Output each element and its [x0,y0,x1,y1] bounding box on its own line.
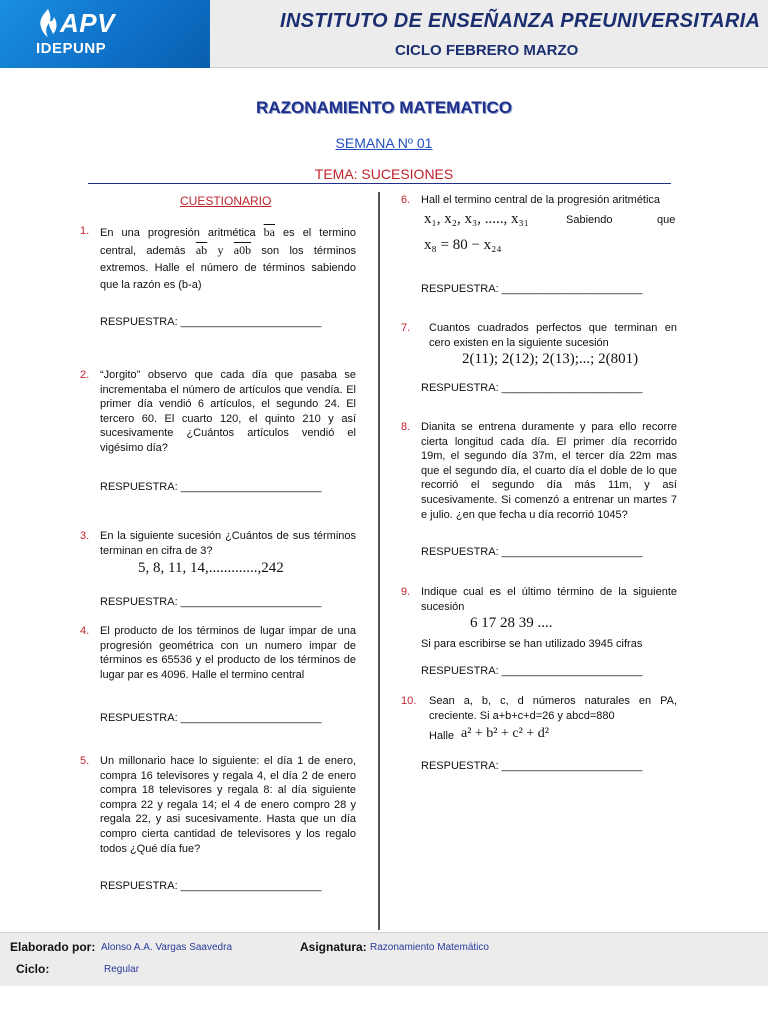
question-text: Hall el termino central de la progresión aritmética [421,194,661,206]
column-divider [378,192,380,930]
question-text: es el termino central, además [100,227,356,257]
sequence-math: 6 17 28 39 .... [470,615,553,631]
condition-math: x₈ = 80 − x₂₄ [424,237,502,253]
question-7 [401,321,677,350]
cycle-value: Regular [104,964,140,975]
answer-line-3: RESPUESTRA: _______________________ [100,596,322,608]
question-text: “Jorgito” observo que cada día que pasaba se incrementaba el número de artículos que vendía. El primer día vendió 6 artículos, el segundo 24. El tercero 60. El cuarto 120, el quinto 210 y así sucesivamente ¿Cuántos artículos vendió el vigésimo día? [100,369,356,454]
answer-line-8: RESPUESTRA: _______________________ [421,546,643,558]
question-number: 3. [80,530,90,542]
halle-text: Halle [429,730,455,742]
question-1 [80,224,357,294]
subject-value: Razonamiento Matemático [370,942,489,953]
question-text: Indique cual es el último término de la siguiente sucesión [421,586,677,613]
math-overline-ab: $\overline{ab}$ [195,243,208,257]
question-9 [401,585,677,614]
subject-label: Asignatura: [300,940,367,954]
question-number: 7. [401,322,411,334]
question-text: Dianita se entrena duramente y para ello recorre cierta longitud cada día. El primer día recorrido 19m, el segundo día 37m, el tercer día 22m mas que el segundo día, el cuarto día el doble de lo que recorrió el segundo día más 11m, y así sucesivamente. Si comenzó a entrenar un martes 7 e julio. ¿en que fecha u día recorrió 1045? [421,421,677,521]
institute-title: INSTITUTO DE ENSEÑANZA PREUNIVERSITARIA [280,10,761,32]
question-number: 10. [401,695,417,707]
author-label: Elaborado por: [10,940,96,954]
question-number: 2. [80,369,90,381]
answer-line-2: RESPUESTRA: _______________________ [100,481,322,493]
question-number: 5. [80,755,90,767]
cycle-title: CICLO FEBRERO MARZO [395,42,579,59]
question-text: El producto de los términos de lugar impar de una progresión geométrica con un numero impar de términos es 65536 y el producto de los términos de lugar par es 4096. Halle el termino central [100,625,356,681]
question-number: 4. [80,625,90,637]
sequence-math: 2(11); 2(12); 2(13);...; 2(801) [462,351,639,367]
question-number: 9. [401,586,411,598]
question-3 [80,529,356,558]
topic-underline [88,183,671,184]
math-y: y [217,243,224,257]
question-4 [80,624,356,682]
sum-squares-math: a² + b² + c² + d² [461,726,549,741]
question-text: son los términos extremos. Halle el número de términos sabiendo que la razón es (b-a) [100,245,357,291]
answer-line-4: RESPUESTRA: _______________________ [100,712,322,724]
answer-line-5: RESPUESTRA: _______________________ [100,880,322,892]
question-number: 1. [80,225,90,237]
question-text: En la siguiente sucesión ¿Cuántos de sus términos terminan en cifra de 3? [100,530,356,557]
question-text: En una progresión aritmética [100,227,256,239]
answer-line-9: RESPUESTRA: _______________________ [421,665,643,677]
logo-idepunp-text: IDEPUNP [36,40,107,57]
question-10 [401,694,677,723]
header-banner [0,0,768,68]
cycle-label: Ciclo: [16,962,50,976]
question-6 [401,193,677,208]
question-9-extra: Si para escribirse se han utilizado 3945 cifras [421,638,643,650]
footer-bar [0,932,768,986]
question-number: 8. [401,421,411,433]
week-label: SEMANA Nº 01 [335,135,433,151]
answer-line-7: RESPUESTRA: _______________________ [421,382,643,394]
sabiendo-text: Sabiendo [566,214,613,226]
questionnaire-heading: CUESTIONARIO [180,194,272,208]
answer-line-6: RESPUESTRA: _______________________ [421,283,643,295]
flame-icon [36,8,60,38]
question-text: Sean a, b, c, d números naturales en PA, creciente. Si a+b+c+d=26 y abcd=880 [429,695,677,722]
que-text: que [657,214,676,226]
document-title: RAZONAMIENTO MATEMATICO [256,98,512,117]
answer-line-10: RESPUESTRA: _______________________ [421,760,643,772]
question-number: 6. [401,194,411,206]
question-8 [401,420,677,522]
question-text: Cuantos cuadrados perfectos que terminan en cero existen en la siguiente sucesión [429,322,677,349]
author-value: Alonso A.A. Vargas Saavedra [101,942,233,953]
question-2 [80,368,356,456]
question-text: Un millonario hace lo siguiente: el día 1 de enero, compra 16 televisores y regala 4, el día 2 de enero compra 18 televisores y regala 8: al día siguiente compra 22 y regala 14; el 4 de enero compro 28 y regala 22, y asi sucesivamente. Hasta que un día compro cierta cantidad de televisores y los regalo todos ¿Qué día fue? [100,755,356,855]
topic-label: TEMA: SUCESIONES [314,166,454,182]
sequence-math: x₁, x₂, x₃, ....., x₃₁ [424,211,529,227]
logo-apv-text: APV [60,8,115,38]
sequence-math: 5, 8, 11, 14,.............,242 [138,560,284,576]
answer-line-1: RESPUESTRA: _______________________ [100,316,322,328]
math-overline-a0b: a0b [233,243,252,257]
apv-logo [0,0,210,68]
question-5 [80,754,356,856]
math-overline-ba: $\overline{ba}$ [263,225,275,239]
